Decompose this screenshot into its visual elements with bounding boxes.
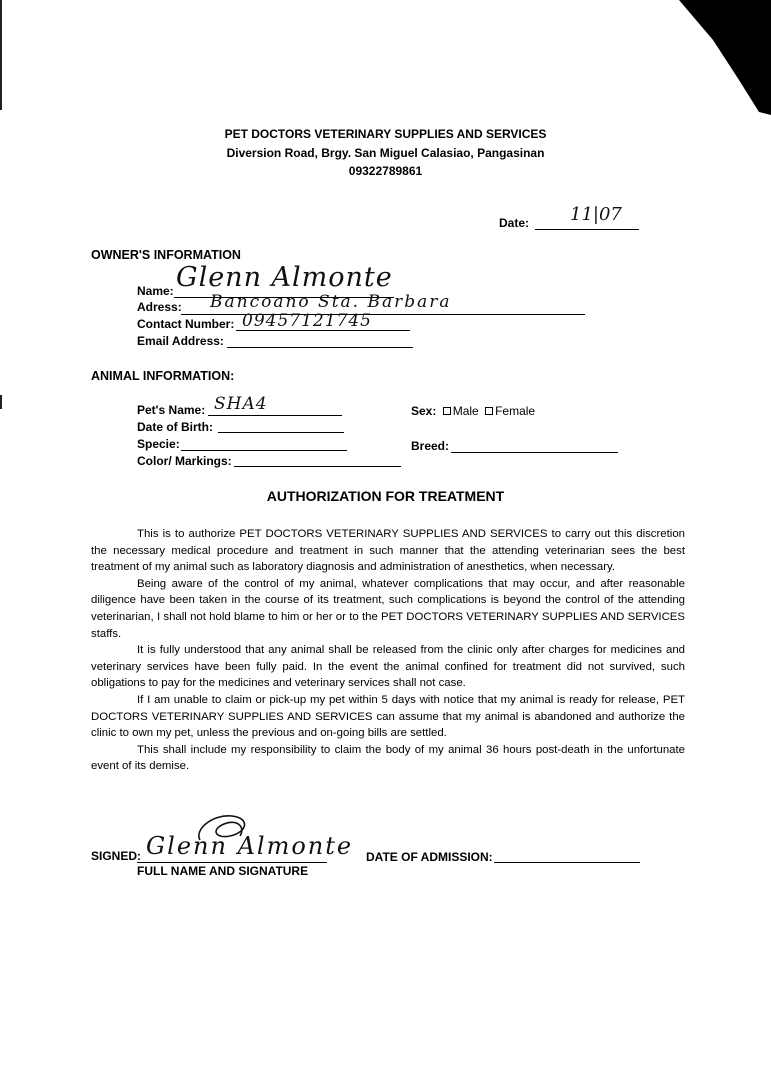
date-label: Date: bbox=[499, 216, 530, 230]
female-checkbox[interactable] bbox=[485, 407, 493, 415]
name-label: Name: bbox=[137, 284, 174, 298]
authorization-paragraph: Being aware of the control of my animal, whatever complications that may occur, and after reasonable diligence have been taken in the course of its treatment, such complications is beyond the control of the attending veterinarian, I shall not hold blame to him or her or to the PET DOCTORS VETERINARY SUPPLIES AND SERVICES staffs. bbox=[91, 577, 685, 640]
full-name-label: FULL NAME AND SIGNATURE bbox=[137, 864, 309, 878]
male-checkbox[interactable] bbox=[443, 407, 451, 415]
company-address: Diversion Road, Brgy. San Miguel Calasiao, Pangasinan bbox=[226, 146, 545, 160]
authorization-title: AUTHORIZATION FOR TREATMENT bbox=[266, 488, 505, 504]
specie-line bbox=[181, 450, 347, 451]
scan-edge-mark bbox=[0, 0, 2, 110]
company-name: PET DOCTORS VETERINARY SUPPLIES AND SERVICES bbox=[224, 127, 547, 141]
male-option-label: Male bbox=[452, 404, 479, 418]
pet-name-line bbox=[208, 415, 342, 416]
signed-label: SIGNED: bbox=[91, 849, 142, 863]
breed-line bbox=[451, 452, 618, 453]
email-label: Email Address: bbox=[137, 334, 224, 348]
authorization-paragraph: If I am unable to claim or pick-up my pet within 5 days with notice that my animal is ready for release, PET DOCTORS VETERINARY SUPPLIES AND SERVICES can assume that my animal is abandoned and authorize the clinic to own my pet, unless the previous and on-going bills are settled. bbox=[91, 693, 685, 740]
color-line bbox=[234, 466, 401, 467]
admission-label: DATE OF ADMISSION: bbox=[366, 850, 493, 864]
admission-line bbox=[494, 862, 640, 863]
scan-corner-shadow bbox=[651, 0, 771, 115]
pet-name-value: SHA4 bbox=[214, 394, 268, 414]
contact-label: Contact Number: bbox=[137, 317, 235, 331]
breed-label: Breed: bbox=[411, 439, 450, 453]
female-option-label: Female bbox=[495, 404, 536, 418]
date-value: 11|07 bbox=[570, 204, 622, 225]
signature-value: Glenn Almonte bbox=[146, 832, 354, 860]
authorization-paragraph: It is fully understood that any animal shall be released from the clinic only after charges for medicines and veterinary services have been fully paid. In the event the animal confined for treatment did not survived, such obligations to pay for the medicines and veterinary services shall not case. bbox=[91, 644, 685, 690]
color-label: Color/ Markings: bbox=[137, 454, 232, 468]
address-value: Bancoano Sta. Barbara bbox=[210, 292, 452, 312]
name-value: Glenn Almonte bbox=[176, 262, 393, 293]
company-phone: 09322789861 bbox=[348, 164, 423, 178]
signature-line bbox=[137, 862, 327, 863]
owner-heading: OWNER'S INFORMATION bbox=[91, 248, 241, 262]
pet-name-label: Pet's Name: bbox=[137, 403, 206, 417]
authorization-paragraph: This shall include my responsibility to claim the body of my animal 36 hours post-death in the unfortunate event of its demise. bbox=[91, 743, 685, 773]
contact-value: 09457121745 bbox=[242, 311, 372, 331]
dob-line bbox=[218, 432, 344, 433]
authorization-paragraph: This is to authorize PET DOCTORS VETERINARY SUPPLIES AND SERVICES to carry out this discretion the necessary medical procedure and treatment in such manner that the attending veterinarian sees the best treatment of my animal such as laboratory diagnosis and administration of anesthetics, when necessary. bbox=[91, 528, 685, 574]
specie-label: Specie: bbox=[137, 437, 180, 451]
address-label: Adress: bbox=[137, 300, 182, 314]
dob-label: Date of Birth: bbox=[137, 420, 213, 434]
scan-edge-mark bbox=[0, 395, 2, 409]
sex-label: Sex: bbox=[411, 404, 437, 418]
sex-field bbox=[411, 404, 535, 418]
animal-heading: ANIMAL INFORMATION: bbox=[91, 369, 235, 383]
authorization-text bbox=[91, 526, 685, 775]
email-line bbox=[227, 347, 413, 348]
date-line bbox=[535, 229, 639, 230]
